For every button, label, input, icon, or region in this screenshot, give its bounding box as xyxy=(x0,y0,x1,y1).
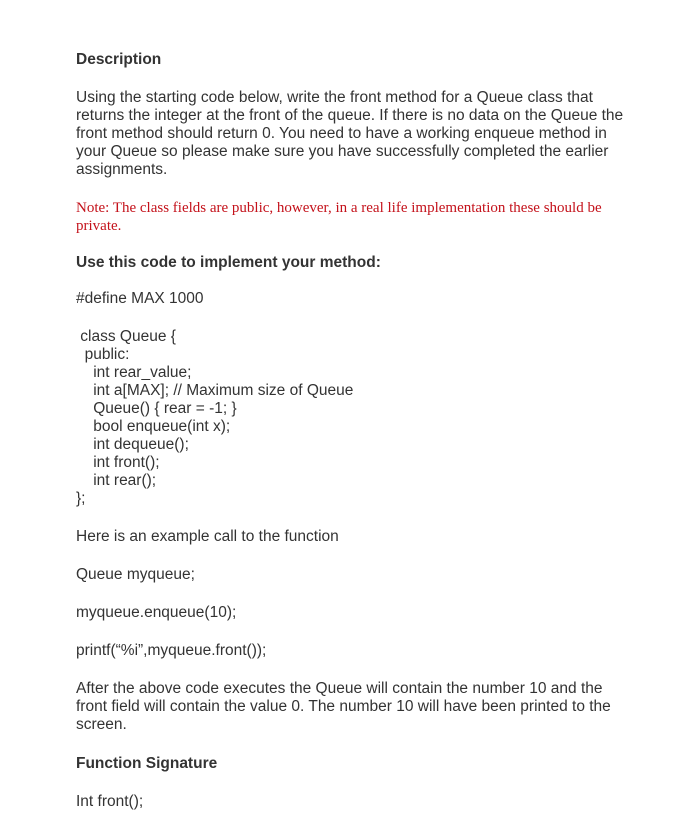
code-line: Queue() { rear = -1; } xyxy=(76,400,237,417)
description-heading: Description xyxy=(76,51,162,68)
class-code-block xyxy=(76,328,636,508)
define-line: #define MAX 1000 xyxy=(76,290,204,307)
example-enqueue-call: myqueue.enqueue(10); xyxy=(76,604,237,621)
signature-text: Int front(); xyxy=(76,793,144,810)
code-line: int dequeue(); xyxy=(76,436,189,453)
result-paragraph: After the above code executes the Queue will contain the number 10 and the front field will contain the value 0. The number 10 will have been printed to the screen. xyxy=(76,680,611,733)
code-line: public: xyxy=(76,346,130,363)
code-line: int front(); xyxy=(76,454,160,471)
example-declaration: Queue myqueue; xyxy=(76,566,195,583)
signature-heading: Function Signature xyxy=(76,755,218,772)
code-line: class Queue { xyxy=(76,328,176,345)
assignment-document xyxy=(76,50,636,811)
code-heading: Use this code to implement your method: xyxy=(76,254,381,271)
note-paragraph: Note: The class fields are public, however, in a real life implementation these should be private. xyxy=(76,200,602,234)
code-line: int rear_value; xyxy=(76,364,192,381)
code-line: int a[MAX]; // Maximum size of Queue xyxy=(76,382,354,399)
code-line: }; xyxy=(76,490,86,507)
code-line: bool enqueue(int x); xyxy=(76,418,231,435)
example-intro: Here is an example call to the function xyxy=(76,528,339,545)
code-line: int rear(); xyxy=(76,472,157,489)
example-printf-call: printf(“%i”,myqueue.front()); xyxy=(76,642,267,659)
description-paragraph: Using the starting code below, write the front method for a Queue class that returns the integer at the front of the queue. If there is no data on the Queue the front method should return 0. You need to have a working enqueue method in your Queue so please make sure you have successfully completed the earlier assignments. xyxy=(76,89,624,178)
